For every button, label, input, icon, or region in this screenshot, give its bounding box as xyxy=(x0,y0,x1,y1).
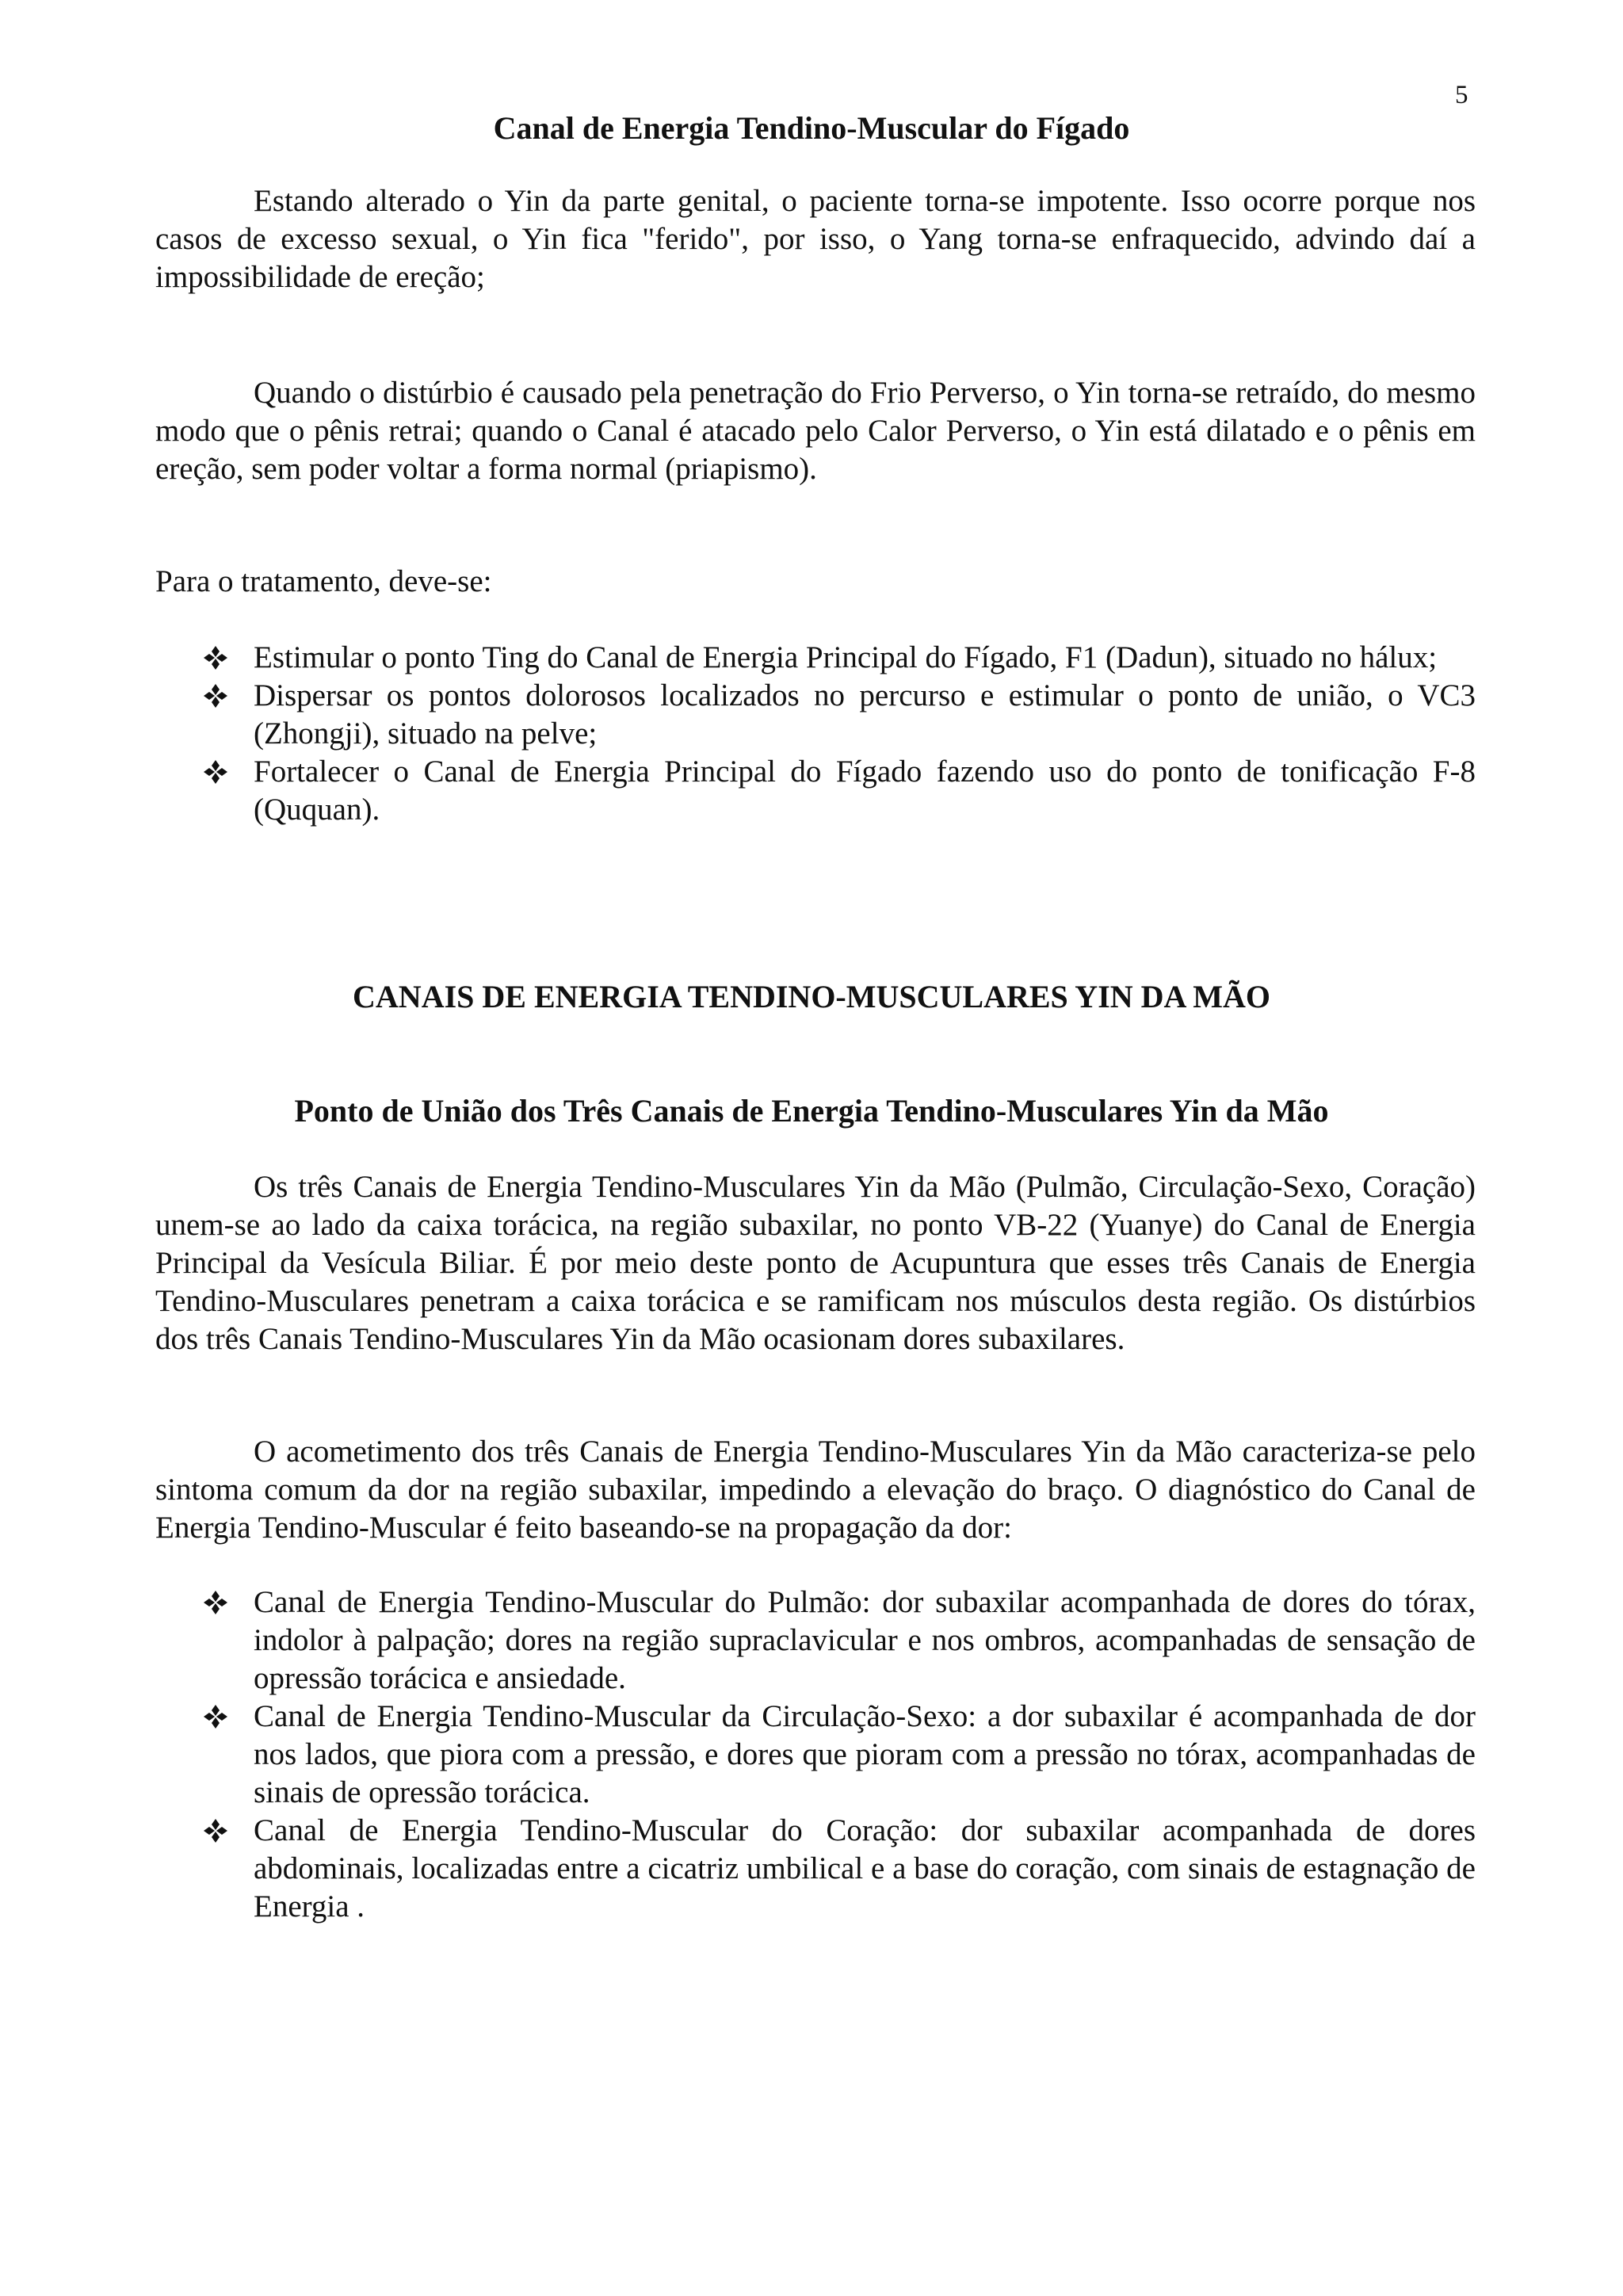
four-diamond-bullet-icon xyxy=(203,1704,228,1729)
list-item-text: Canal de Energia Tendino-Muscular do Coração: dor subaxilar acompanhada de dores abdominais, localizadas entre a cicatriz umbilical e a base do coração, com sinais de estagnação de Energia . xyxy=(254,1813,1476,1924)
paragraph-diagnosis: O acometimento dos três Canais de Energia Tendino-Musculares Yin da Mão caracteriza-se pelo sintoma comum da dor na região subaxilar, impedindo a elevação do braço. O diagnóstico do Canal de Energia Tendino-Muscular é feito baseando-se na propagação da dor: xyxy=(155,1435,1476,1545)
section-heading-yin-hand: CANAIS DE ENERGIA TENDINO-MUSCULARES YIN DA MÃO xyxy=(353,979,1270,1014)
four-diamond-bullet-icon xyxy=(203,645,228,670)
page-number: 5 xyxy=(1455,81,1468,109)
list-item-text: Estimular o ponto Ting do Canal de Energia Principal do Fígado, F1 (Dadun), situado no hálux; xyxy=(254,640,1438,674)
section-title-liver: Canal de Energia Tendino-Muscular do Fígado xyxy=(493,110,1130,146)
paragraph-union-point: Os três Canais de Energia Tendino-Musculares Yin da Mão (Pulmão, Circulação-Sexo, Coração) unem-se ao lado da caixa torácica, na região subaxilar, no ponto VB-22 (Yuanye) do Canal de Energia Principal da Vesícula Biliar. É por meio deste ponto de Acupuntura que esses três Canais de Energia Tendino-Musculares penetram a caixa torácica e se ramificam nos músculos desta região. Os distúrbios dos três Canais Tendino-Musculares Yin da Mão ocasionam dores subaxilares. xyxy=(155,1170,1476,1356)
paragraph-perverse-cold-heat: Quando o distúrbio é causado pela penetração do Frio Perverso, o Yin torna-se retraído, do mesmo modo que o pênis retrai; quando o Canal é atacado pelo Calor Perverso, o Yin está dilatado e o pênis em ereção, sem poder voltar a forma normal (priapismo). xyxy=(155,376,1476,486)
subheading-union-point: Ponto de União dos Três Canais de Energia Tendino-Musculares Yin da Mão xyxy=(294,1093,1329,1129)
list-item xyxy=(155,753,1476,829)
four-diamond-bullet-icon xyxy=(203,1590,228,1615)
list-item xyxy=(155,677,1476,753)
list-item xyxy=(155,639,1476,677)
four-diamond-bullet-icon xyxy=(203,1818,228,1843)
treatment-list xyxy=(155,639,1476,829)
list-item xyxy=(155,1698,1476,1812)
treatment-intro: Para o tratamento, deve-se: xyxy=(155,564,492,598)
list-item xyxy=(155,1812,1476,1926)
list-item-text: Dispersar os pontos dolorosos localizados no percurso e estimular o ponto de união, o VC3 (Zhongji), situado na pelve; xyxy=(254,678,1476,751)
diagnosis-list xyxy=(155,1584,1476,1926)
list-item-text: Fortalecer o Canal de Energia Principal do Fígado fazendo uso do ponto de tonificação F-8 (Ququan). xyxy=(254,755,1476,827)
list-item-text: Canal de Energia Tendino-Muscular do Pulmão: dor subaxilar acompanhada de dores do tórax, indolor à palpação; dores na região supraclavicular e nos ombros, acompanhadas de sensação de opressão torácica e ansiedade. xyxy=(254,1585,1476,1695)
four-diamond-bullet-icon xyxy=(203,759,228,785)
four-diamond-bullet-icon xyxy=(203,683,228,709)
paragraph-impotence: Estando alterado o Yin da parte genital, o paciente torna-se impotente. Isso ocorre porque nos casos de excesso sexual, o Yin fica "ferido", por isso, o Yang torna-se enfraquecido, advindo daí a impossibilidade de ereção; xyxy=(155,184,1476,294)
list-item-text: Canal de Energia Tendino-Muscular da Circulação-Sexo: a dor subaxilar é acompanhada de dor nos lados, que piora com a pressão, e dores que pioram com a pressão no tórax, acompanhadas de sinais de opressão torácica. xyxy=(254,1699,1476,1809)
list-item xyxy=(155,1584,1476,1698)
